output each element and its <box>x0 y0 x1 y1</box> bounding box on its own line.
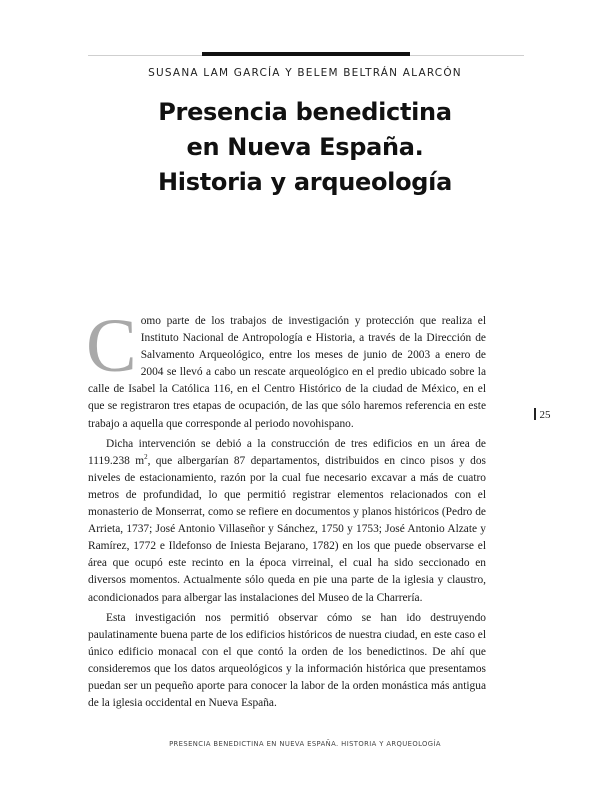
paragraph-1-text: omo parte de los trabajos de investigación y protección que realiza el Instituto Nacional de Antropología e Historia, a través de la Dirección de Salvamento Arqueológico, entre los meses de junio de 2003 a enero de 2004 se llevó a cabo un rescate arqueológico en el predio ubicado sobre la calle de Isabel la Católica 116, en el Centro Histórico de la ciudad de México, en el que se registraron tres etapas de ocupación, de las que sólo haremos referencia en este trabajo a aquella que corresponde al periodo novohispano. <box>88 315 486 430</box>
article-body <box>86 304 486 712</box>
page-number <box>534 408 551 421</box>
superscript-exponent: 2 <box>144 452 148 461</box>
paragraph-2-text-b: , que albergarían 87 departamentos, distribuidos en cinco pisos y dos niveles de estacionamiento, razón por la cual fue necesario excavar a más de cuatro metros de profundidad, lo que permitió registrar elementos relacionados con el monasterio de Monserrat, como se refiere en documentos y planos históricos (Pedro de Arrieta, 1737; José Antonio Villaseñor y Sánchez, 1750 y 1753; José Antonio Alzate y Ramírez, 1772 e Ildefonso de Iniesta Bejarano, 1782) en los que puede observarse el área que ocupó este recinto en la época virreinal, el cual ha sido seccionado en diversos momentos. Actualmente sólo queda en pie una parte de la iglesia y claustro, acondicionados para albergar las instalaciones del Museo de la Charrería. <box>88 454 486 604</box>
page-number-bar <box>534 408 536 420</box>
title-line-3: Historia y arqueología <box>158 168 452 196</box>
header-bar <box>202 52 410 56</box>
paragraph-3: Esta investigación nos permitió observar cómo se han ido destruyendo paulatinamente buena parte de los edificios históricos de nuestra ciudad, en este caso el único edificio monacal con el que contó la orden de los benedictinos. De ahí que consideremos que los datos arqueológicos y la información histórica que presentamos puedan ser un pequeño aporte para conocer la labor de la orden monástica más antigua de la iglesia occidental en Nueva España. <box>88 611 486 710</box>
title-line-1: Presencia benedictina <box>158 98 452 126</box>
paragraph-2 <box>88 436 486 607</box>
running-footer: PRESENCIA BENEDICTINA EN NUEVA ESPAÑA. HISTORIA Y ARQUEOLOGÍA <box>169 740 441 748</box>
paragraph-2-text-a: Dicha intervención se debió a la construcción de tres edificios en un área de 1119.238 m <box>88 437 486 467</box>
title-line-2: en Nueva España. <box>186 133 424 161</box>
page-number-text: 25 <box>539 409 551 421</box>
article-title <box>0 95 610 200</box>
paragraph-1 <box>86 304 486 433</box>
running-head-authors: SUSANA LAM GARCÍA Y BELEM BELTRÁN ALARCÓN <box>148 67 462 79</box>
drop-cap: C <box>86 304 137 388</box>
